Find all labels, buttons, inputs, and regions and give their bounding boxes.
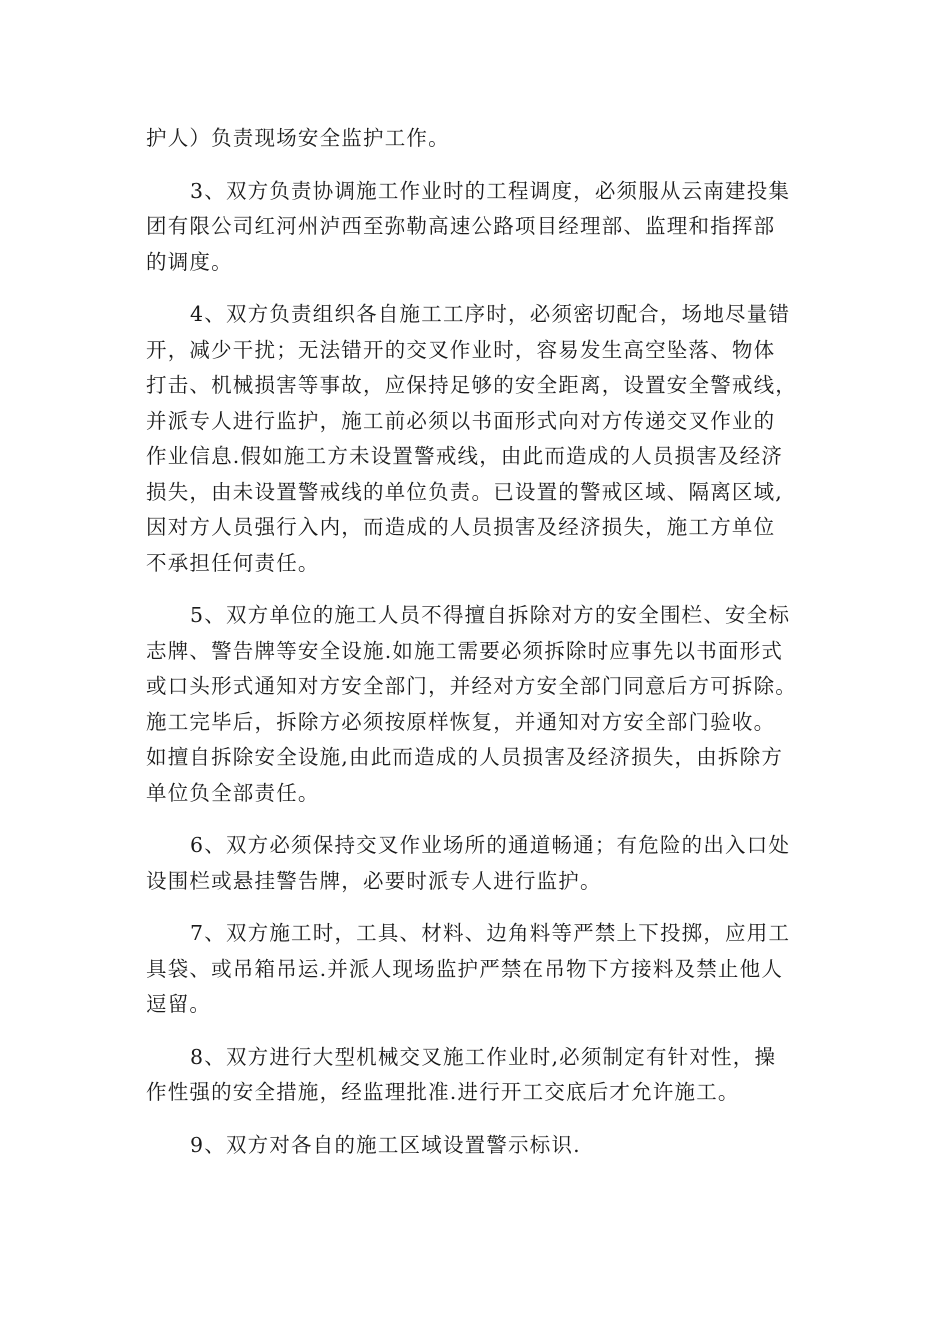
text-line: 4、双方负责组织各自施工工序时，必须密切配合，场地尽量错 [190, 302, 791, 326]
text-line: 团有限公司红河州泸西至弥勒高速公路项目经理部、监理和指挥部 [146, 214, 776, 238]
text-line: 因对方人员强行入内，而造成的人员损害及经济损失，施工方单位 [146, 515, 776, 539]
text-line: 9、双方对各自的施工区域设置警示标识. [190, 1132, 581, 1157]
text-line: 打击、机械损害等事故，应保持足够的安全距离，设置安全警戒线， [146, 373, 797, 397]
text-line: 或口头形式通知对方安全部门，并经对方安全部门同意后方可拆除。 [146, 674, 797, 698]
text-line: 8、双方进行大型机械交叉施工作业时,必须制定有针对性，操 [190, 1044, 777, 1069]
paragraph-item-4 [146, 297, 810, 581]
text-line: 的调度。 [146, 249, 233, 274]
paragraph-item-7 [146, 916, 810, 1023]
text-line: 5、双方单位的施工人员不得擅自拆除对方的安全围栏、安全标 [190, 603, 791, 627]
text-line: 损失，由未设置警戒线的单位负责。已设置的警戒区域、隔离区域, [146, 479, 784, 504]
text-line: 施工完毕后，拆除方必须按原样恢复，并通知对方安全部门验收。 [146, 709, 776, 734]
paragraph-item-8 [146, 1040, 810, 1111]
text-line: 志牌、警告牌等安全设施.如施工需要必须拆除时应事先以书面形式 [146, 638, 784, 663]
text-line: 6、双方必须保持交叉作业场所的通道畅通；有危险的出入口处 [190, 833, 791, 857]
document-body [146, 121, 810, 1180]
text-line: 作业信息.假如施工方未设置警戒线，由此而造成的人员损害及经济 [146, 444, 784, 468]
text-line: 作性强的安全措施，经监理批准.进行开工交底后才允许施工。 [146, 1080, 740, 1104]
paragraph-item-6 [146, 828, 810, 899]
text-line: 开，减少干扰；无法错开的交叉作业时，容易发生高空坠落、物体 [146, 337, 776, 362]
text-line: 具袋、或吊箱吊运.并派人现场监护严禁在吊物下方接料及禁止他人 [146, 956, 784, 981]
text-line: 设围栏或悬挂警告牌，必要时派专人进行监护。 [146, 868, 602, 893]
paragraph-continuation [146, 121, 810, 157]
text-line: 并派专人进行监护，施工前必须以书面形式向对方传递交叉作业的 [146, 408, 776, 433]
text-line: 7、双方施工时，工具、材料、边角料等严禁上下投掷，应用工 [190, 921, 791, 945]
text-line: 单位负全部责任。 [146, 780, 320, 805]
paragraph-item-3 [146, 174, 810, 281]
text-line: 3、双方负责协调施工作业时的工程调度，必须服从云南建投集 [190, 178, 791, 203]
paragraph-item-9 [146, 1128, 810, 1164]
text-line: 如擅自拆除安全设施,由此而造成的人员损害及经济损失，由拆除方 [146, 745, 784, 769]
paragraph-item-5 [146, 598, 810, 811]
text-line: 不承担任何责任。 [146, 550, 320, 575]
text-line: 逗留。 [146, 992, 212, 1016]
text-line: 护人）负责现场安全监护工作。 [146, 126, 450, 150]
